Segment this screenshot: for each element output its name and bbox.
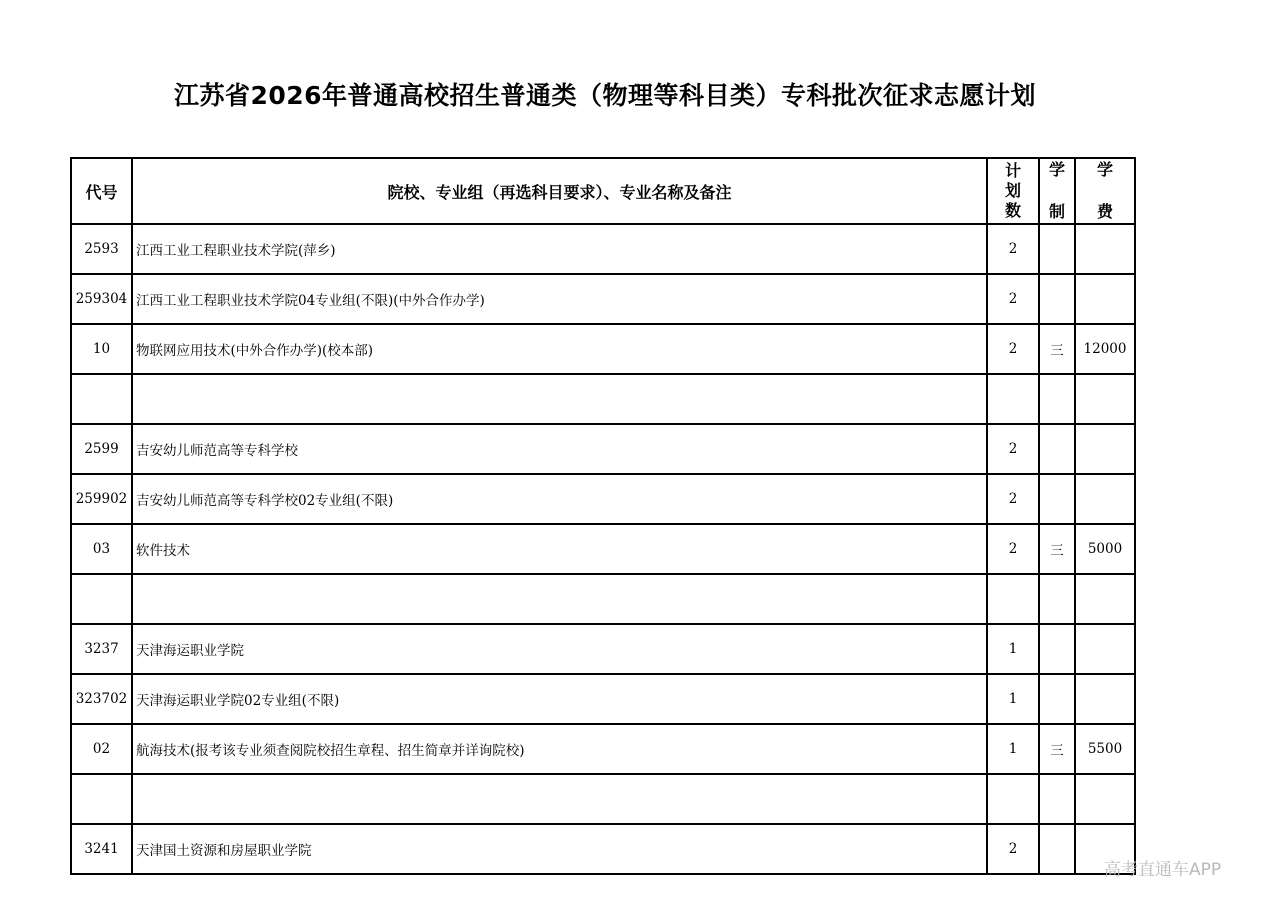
cell-plan-count: 1 bbox=[987, 624, 1039, 674]
cell-fee: 5000 bbox=[1075, 524, 1135, 574]
cell-years bbox=[1039, 424, 1075, 474]
cell-code: 2599 bbox=[71, 424, 132, 474]
cell-code bbox=[71, 774, 132, 824]
header-years bbox=[1039, 158, 1075, 224]
cell-name: 吉安幼儿师范高等专科学校 bbox=[132, 424, 987, 474]
cell-name: 物联网应用技术(中外合作办学)(校本部) bbox=[132, 324, 987, 374]
cell-plan-count bbox=[987, 574, 1039, 624]
table-row bbox=[71, 374, 1135, 424]
cell-years bbox=[1039, 774, 1075, 824]
cell-name bbox=[132, 774, 987, 824]
table-row bbox=[71, 524, 1135, 574]
header-name: 院校、专业组（再选科目要求）、专业名称及备注 bbox=[132, 158, 987, 224]
header-plan-count-char: 划 bbox=[1004, 181, 1021, 200]
cell-name: 江西工业工程职业技术学院04专业组(不限)(中外合作办学) bbox=[132, 274, 987, 324]
admission-plan-table bbox=[70, 157, 1136, 875]
cell-code: 259304 bbox=[71, 274, 132, 324]
cell-fee bbox=[1075, 274, 1135, 324]
cell-plan-count: 2 bbox=[987, 474, 1039, 524]
cell-plan-count: 2 bbox=[987, 524, 1039, 574]
cell-years bbox=[1039, 474, 1075, 524]
cell-name: 江西工业工程职业技术学院(萍乡) bbox=[132, 224, 987, 274]
cell-code: 3241 bbox=[71, 824, 132, 874]
cell-name: 天津国土资源和房屋职业学院 bbox=[132, 824, 987, 874]
cell-fee: 5500 bbox=[1075, 724, 1135, 774]
cell-years bbox=[1039, 824, 1075, 874]
header-code: 代号 bbox=[71, 158, 132, 224]
header-years-char: 学 bbox=[1048, 160, 1065, 179]
table-row bbox=[71, 774, 1135, 824]
cell-plan-count bbox=[987, 774, 1039, 824]
header-plan-count bbox=[987, 158, 1039, 224]
cell-name bbox=[132, 374, 987, 424]
table-row bbox=[71, 424, 1135, 474]
cell-years bbox=[1039, 674, 1075, 724]
cell-code bbox=[71, 574, 132, 624]
cell-fee bbox=[1075, 774, 1135, 824]
table-header-row bbox=[71, 158, 1135, 224]
cell-name: 天津海运职业学院02专业组(不限) bbox=[132, 674, 987, 724]
table-body bbox=[71, 224, 1135, 874]
header-plan-count-char: 计 bbox=[1004, 161, 1021, 180]
header-fee-char: 学 bbox=[1096, 160, 1113, 179]
table-row bbox=[71, 724, 1135, 774]
cell-code bbox=[71, 374, 132, 424]
cell-years: 三 bbox=[1039, 324, 1075, 374]
cell-plan-count bbox=[987, 374, 1039, 424]
cell-code: 323702 bbox=[71, 674, 132, 724]
table-row bbox=[71, 824, 1135, 874]
cell-fee bbox=[1075, 374, 1135, 424]
cell-name: 软件技术 bbox=[132, 524, 987, 574]
cell-name bbox=[132, 574, 987, 624]
cell-plan-count: 2 bbox=[987, 824, 1039, 874]
table-row bbox=[71, 324, 1135, 374]
cell-code: 03 bbox=[71, 524, 132, 574]
cell-years bbox=[1039, 624, 1075, 674]
cell-plan-count: 1 bbox=[987, 724, 1039, 774]
cell-years bbox=[1039, 274, 1075, 324]
cell-code: 3237 bbox=[71, 624, 132, 674]
cell-fee bbox=[1075, 624, 1135, 674]
header-fee bbox=[1075, 158, 1135, 224]
cell-plan-count: 2 bbox=[987, 324, 1039, 374]
cell-fee bbox=[1075, 574, 1135, 624]
cell-years bbox=[1039, 224, 1075, 274]
table-row bbox=[71, 674, 1135, 724]
cell-code: 259902 bbox=[71, 474, 132, 524]
header-fee-char: 费 bbox=[1096, 202, 1113, 221]
cell-fee bbox=[1075, 424, 1135, 474]
table-row bbox=[71, 574, 1135, 624]
cell-years bbox=[1039, 574, 1075, 624]
cell-plan-count: 2 bbox=[987, 424, 1039, 474]
cell-fee bbox=[1075, 224, 1135, 274]
cell-plan-count: 2 bbox=[987, 274, 1039, 324]
page-title: 江苏省2026年普通高校招生普通类（物理等科目类）专科批次征求志愿计划 bbox=[173, 81, 1037, 110]
cell-code: 10 bbox=[71, 324, 132, 374]
table-row bbox=[71, 224, 1135, 274]
cell-name: 航海技术(报考该专业须查阅院校招生章程、招生简章并详询院校) bbox=[132, 724, 987, 774]
cell-fee: 12000 bbox=[1075, 324, 1135, 374]
cell-code: 02 bbox=[71, 724, 132, 774]
cell-years: 三 bbox=[1039, 524, 1075, 574]
table-row bbox=[71, 624, 1135, 674]
cell-plan-count: 2 bbox=[987, 224, 1039, 274]
cell-fee bbox=[1075, 474, 1135, 524]
cell-years: 三 bbox=[1039, 724, 1075, 774]
cell-plan-count: 1 bbox=[987, 674, 1039, 724]
table-row bbox=[71, 474, 1135, 524]
table-row bbox=[71, 274, 1135, 324]
cell-name: 吉安幼儿师范高等专科学校02专业组(不限) bbox=[132, 474, 987, 524]
cell-years bbox=[1039, 374, 1075, 424]
cell-name: 天津海运职业学院 bbox=[132, 624, 987, 674]
cell-fee bbox=[1075, 674, 1135, 724]
header-plan-count-char: 数 bbox=[1004, 201, 1021, 220]
watermark: 高考直通车APP bbox=[1104, 860, 1222, 880]
header-years-char: 制 bbox=[1048, 202, 1065, 221]
cell-code: 2593 bbox=[71, 224, 132, 274]
